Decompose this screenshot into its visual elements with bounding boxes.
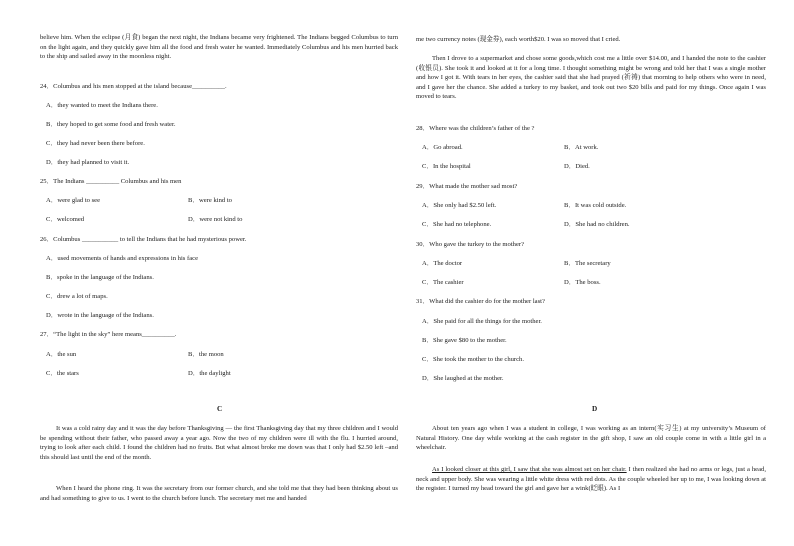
passage-d-paragraph-2 — [416, 465, 766, 494]
q27-option-b: B．the moon — [188, 351, 224, 358]
question-24: 24．Columbus and his men stopped at the island because__________. — [40, 83, 227, 90]
q28-option-a: A．Go abroad. — [422, 144, 463, 151]
passage-d-paragraph-2-text: I then realized she had no arms or legs, just a head, neck and upper body. She was wearing a little white dress with red dots. As the couple wheeled her up to me, I was looking down at the register. I turned my head toward the girl and gave her a wink(眨眼). As I — [416, 466, 766, 493]
q25-option-a: A．were glad to see — [46, 197, 101, 204]
q26-option-b: B．spoke in the language of the Indians. — [46, 274, 154, 281]
q29-option-d: D．She had no children. — [564, 221, 630, 228]
section-d-heading: D — [592, 405, 598, 413]
question-30: 30．Who gave the turkey to the mother? — [416, 241, 525, 248]
question-25: 25．The Indians __________ Columbus and his men — [40, 178, 182, 185]
q29-option-b: B．It was cold outside. — [564, 202, 627, 209]
q28-option-d: D．Died. — [564, 163, 590, 170]
q27-option-c: C．the stars — [46, 370, 79, 377]
q24-option-b: B．they hoped to get some food and fresh water. — [46, 121, 176, 128]
q31-option-a: A．She paid for all the things for the mother. — [422, 318, 542, 325]
passage-b-ending: believe him. When the eclipse (月食) began the next night, the Indians became very frightened. The Indians begged Columbus to turn on the light again, and they quickly gave him all the food and fresh water he wanted. Immediately Columbus and his men hurried back to the ship and sailed away in the moonless night. — [40, 34, 398, 61]
q30-option-d: D．The boss. — [564, 279, 601, 286]
q31-option-d: D．She laughed at the mother. — [422, 375, 504, 382]
q26-option-a: A．used movements of hands and expressions in his face — [46, 255, 198, 262]
passage-c-continued: me two currency notes (现金券), each worth$20. I was so moved that I cried. — [416, 36, 621, 43]
question-29: 29．What made the mother sad most? — [416, 183, 518, 190]
q29-option-a: A．She only had $2.50 left. — [422, 202, 497, 209]
q24-option-c: C．they had never been there before. — [46, 140, 145, 147]
q27-option-a: A．the sun — [46, 351, 77, 358]
q25-option-d: D．were not kind to — [188, 216, 243, 223]
q25-option-b: B．were kind to — [188, 197, 232, 204]
q27-option-d: D．the daylight — [188, 370, 231, 377]
q26-option-d: D．wrote in the language of the Indians. — [46, 312, 154, 319]
section-c-heading: C — [217, 405, 223, 413]
passage-d-paragraph-1 — [416, 424, 766, 453]
underlined-sentence: As I looked closer at this girl, I saw that she was almost set on her chair. — [432, 466, 627, 473]
question-28: 28．Where was the children’s father of the ? — [416, 125, 535, 132]
q29-option-c: C．She had no telephone. — [422, 221, 492, 228]
question-26: 26．Columbus ___________ to tell the Indians that he had mysterious power. — [40, 236, 247, 243]
q24-option-a: A．they wanted to meet the Indians there. — [46, 102, 158, 109]
q24-option-d: D．they had planned to visit it. — [46, 159, 130, 166]
passage-c-paragraph-2: When I heard the phone ring. It was the secretary from our former church, and she told me that they had been thinking about us and had something to give to us. I went to the church before lunch. The secretary met me and handed — [40, 485, 398, 502]
passage-c-paragraph-1: It was a cold rainy day and it was the day before Thanksgiving — the first Thanksgiving day that my three children and I would be spending without their father, who passed away a year ago. Now the two of my children were ill with the flu. I hurried around, trying to look after each child. I found the children had no fruits. But what almost broke me down was that I only had $2.50 left –and this should last until the end of the month. — [40, 425, 398, 461]
passage-d-paragraph-1-text: About ten years ago when I was a student in college, I was working as an intern(实习生) at my university’s Museum of Natural History. One day while working at the cash register in the gift shop, I saw an old couple come in with a little girl in a wheelchair. — [416, 425, 766, 452]
question-27: 27．“The light in the sky” here means__________. — [40, 331, 177, 338]
q31-option-c: C．She took the mother to the church. — [422, 356, 525, 363]
q28-option-c: C．In the hospital — [422, 163, 471, 170]
question-31: 31．What did the cashier do for the mother last? — [416, 298, 545, 305]
q30-option-c: C．The cashier — [422, 279, 464, 286]
q31-option-b: B．She gave $80 to the mother. — [422, 337, 507, 344]
q30-option-a: A．The doctor — [422, 260, 463, 267]
q30-option-b: B．The secretary — [564, 260, 611, 267]
passage-c-paragraph-3: Then I drove to a supermarket and chose some goods,which cost me a little over $14.00, and I handed the note to the cashier (收银员). She took it and looked at it for a long time. I thought something might be wrong and told her that I was a single mother and how I got it. With tears in her eyes, the cashier said that she had prayed (祈祷) that morning to help others who were in need, and I gave her the chance. She added a turkey to my basket, and took out two $20 bills and paid for my things. Once again I was moved to tears. — [416, 55, 766, 101]
q26-option-c: C．drew a lot of maps. — [46, 293, 108, 300]
q25-option-c: C．welcomed — [46, 216, 85, 223]
q28-option-b: B．At work. — [564, 144, 599, 151]
